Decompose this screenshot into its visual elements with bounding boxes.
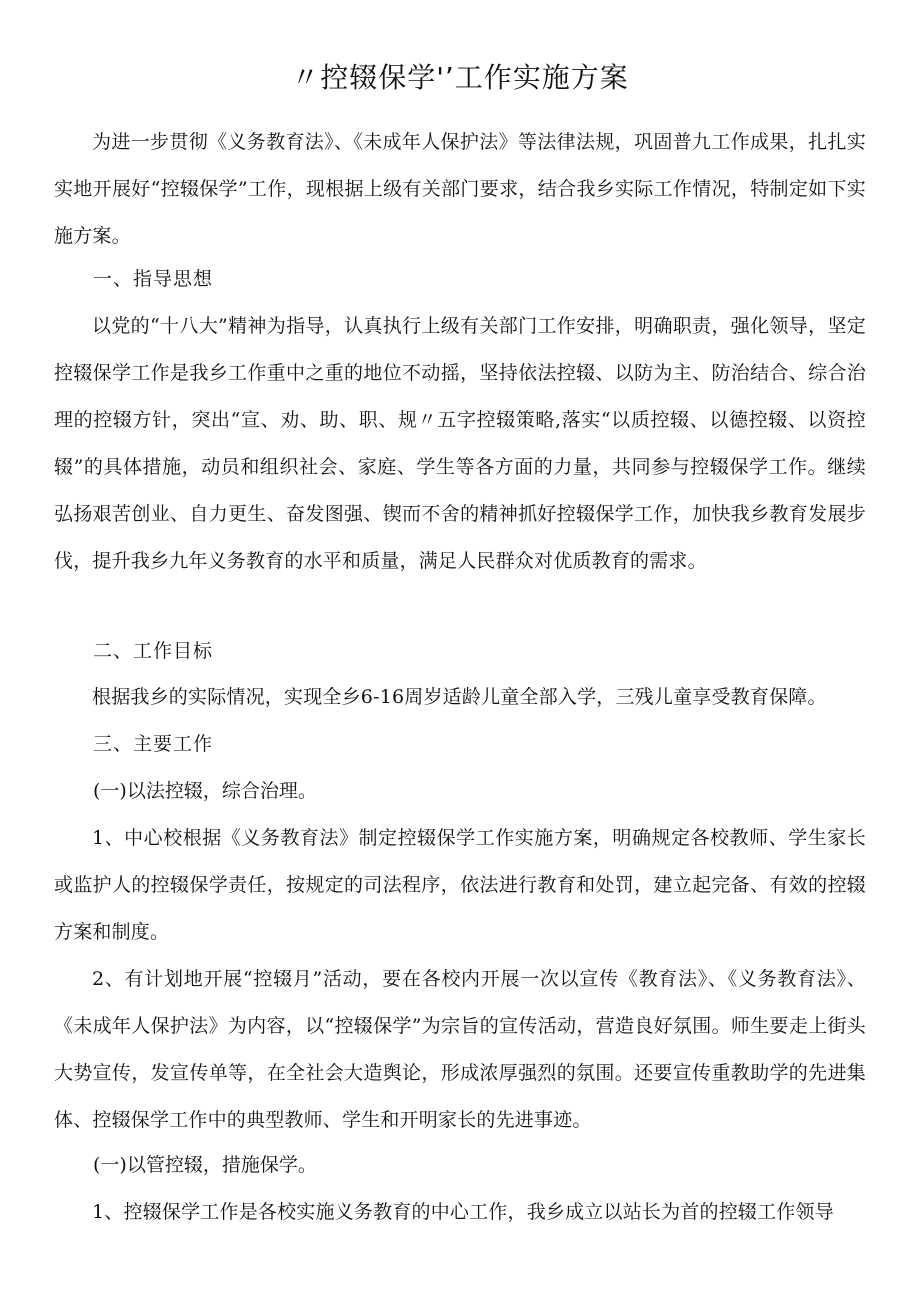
document-title: 〃控辍保学'’工作实施方案	[291, 61, 629, 94]
management-item-1: 1、控辍保学工作是各校实施义务教育的中心工作，我乡成立以站长为首的控辍工作领导	[92, 1201, 834, 1223]
subsection-law-control: (一)以法控辍，综合治理。	[93, 780, 317, 802]
intro-paragraph: 为进一步贯彻《义务教育法》、《未成年人保护法》等法律法规，巩固普九工作成果，扎扎实实地开展好“控辍保学”工作，现根据上级有关部门要求，结合我乡实际工作情况，特制定如下实施方案。	[54, 131, 866, 247]
main-work-item-1: 1、中心校根据《义务教育法》制定控辍保学工作实施方案，明确规定各校教师、学生家长或监护人的控辍保学责任，按规定的司法程序，依法进行教育和处罚，建立起完备、有效的控辍方案和制度。	[54, 827, 866, 943]
section-heading-main-work: 三、主要工作	[93, 733, 214, 755]
section-heading-guiding-ideology: 一、指导思想	[93, 268, 214, 290]
subsection-management-control: (一)以管控辍，措施保学。	[93, 1154, 317, 1176]
guiding-ideology-paragraph: 以党的“十八大”精神为指导，认真执行上级有关部门工作安排，明确职责，强化领导，坚定控辍保学工作是我乡工作重中之重的地位不动摇，坚持依法控辍、以防为主、防治结合、综合治理的控辍方针，突出“宣、劝、助、职、规〃五字控辍策略,落实“以质控辍、以德控辍、以资控辍”的具体措施，动员和组织社会、家庭、学生等各方面的力量，共同参与控辍保学工作。继续弘扬艰苦创业、自力更生、奋发图强、锲而不舍的精神抓好控辍保学工作，加快我乡教育发展步伐，提升我乡九年义务教育的水平和质量，满足人民群众对优质教育的需求。	[54, 315, 866, 572]
main-work-item-2: 2、有计划地开展“控辍月”活动，要在各校内开展一次以宣传《教育法》、《义务教育法》、《未成年人保护法》为内容，以“控辍保学”为宗旨的宣传活动，营造良好氛围。师生要走上街头大势宣传，发宣传单等，在全社会大造舆论，形成浓厚强烈的氛围。还要宣传重教助学的先进集体、控辍保学工作中的典型教师、学生和开明家长的先进事迹。	[54, 968, 866, 1131]
work-goals-paragraph: 根据我乡的实际情况，实现全乡6-16周岁适龄儿童全部入学，三残儿童享受教育保障。	[92, 686, 827, 708]
section-heading-work-goals: 二、工作目标	[93, 640, 214, 662]
